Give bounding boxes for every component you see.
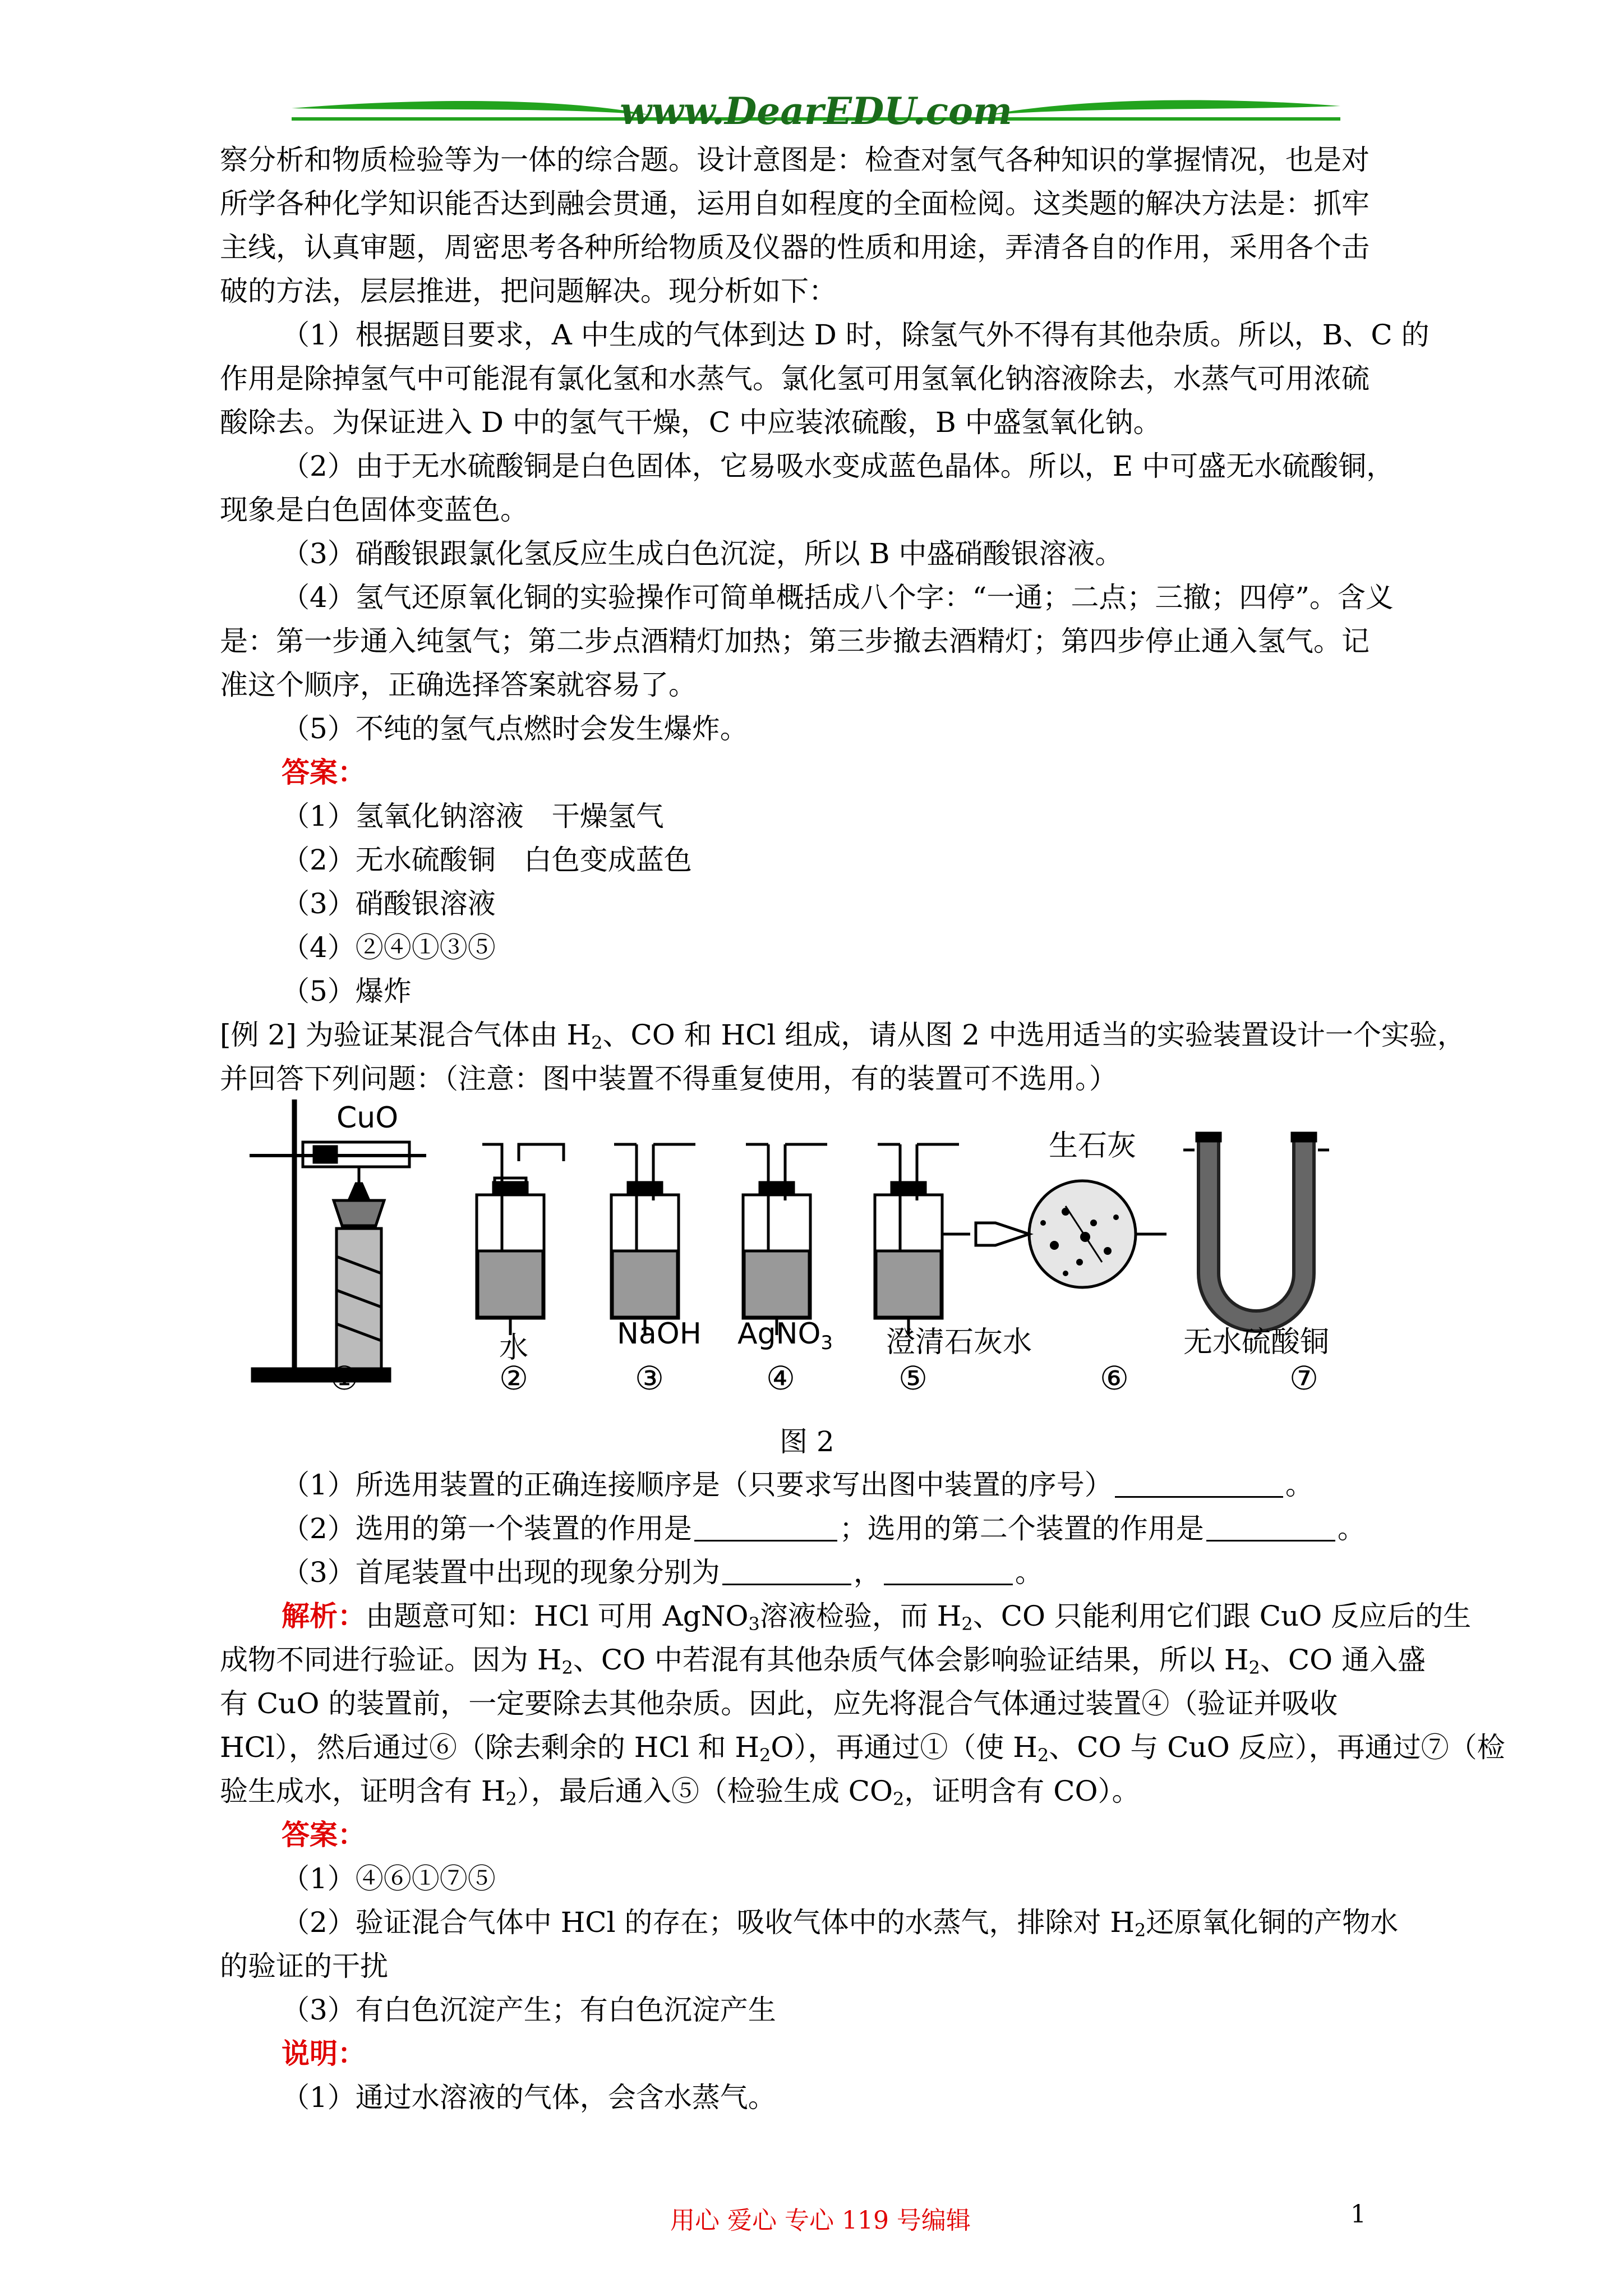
note-label: 说明：	[282, 2037, 366, 2070]
apparatus-7-u-tube	[1183, 1133, 1329, 1321]
answer1-2: （2）无水硫酸铜 白色变成蓝色	[282, 844, 692, 876]
analysis-line-5: 验生成水，证明含有 $H_2$），最后通入⑤（检验生成 $CO_2$，证明含有 CO）。	[220, 1775, 1140, 1810]
apparatus-number-1: ①	[330, 1359, 359, 1397]
apparatus-number-6: ⑥	[1100, 1359, 1129, 1397]
apparatus-6-quicklime-tube	[942, 1181, 1166, 1287]
intro-line-4: 破的方法，层层推进，把问题解决。现分析如下：	[220, 275, 837, 307]
header-swoosh-right	[987, 100, 1340, 115]
answer-blank-2b[interactable]	[1206, 1512, 1335, 1542]
answer-label-1: 答案：	[282, 756, 366, 789]
apparatus-4-agno3-bottle	[743, 1144, 827, 1335]
analysis1-line-3: 酸除去。为保证进入 D 中的氢气干燥，C 中应装浓硫酸，B 中盛氢氧化钠。	[220, 406, 1161, 439]
answer2-1: （1）④⑥①⑦⑤	[282, 1862, 496, 1895]
analysis1-line-2: 作用是除掉氢气中可能混有氯化氢和水蒸气。氯化氢可用氢氧化钠溶液除去，水蒸气可用浓硫	[220, 362, 1370, 395]
answer1-4: （4）②④①③⑤	[282, 931, 496, 964]
header-swoosh-left	[292, 101, 651, 115]
example2-line-1: [例 2] 为验证某混合气体由 $H_2$、CO 和 HCl 组成，请从图 2 中选用适当的实验装置设计一个实验，	[220, 1019, 1465, 1053]
analysis-line-2: 成物不同进行验证。因为 $H_2$、CO 中若混有其他杂质气体会影响验证结果，所以 $H_2$、CO 通入盛	[220, 1644, 1426, 1678]
answer-blank-2a[interactable]	[694, 1512, 837, 1542]
label-agno3: AgNO3	[737, 1317, 833, 1354]
analysis2-line-2: 现象是白色固体变蓝色。	[220, 494, 528, 526]
answer-blank-3a[interactable]	[722, 1556, 851, 1585]
analysis-line-3: 有 CuO 的装置前，一定要除去其他杂质。因此，应先将混合气体通过装置④（验证并吸收	[220, 1687, 1338, 1720]
figure-caption: 图 2	[780, 1425, 834, 1458]
answer-blank-1[interactable]	[1115, 1468, 1283, 1498]
analysis5-line: （5）不纯的氢气点燃时会发生爆炸。	[282, 712, 748, 745]
apparatus-1-cuo-tube	[250, 1099, 426, 1381]
answer2-2-cont: 的验证的干扰	[220, 1950, 388, 1982]
analysis-line-4: HCl），然后通过⑥（除去剩余的 HCl 和 $H_2O$），再通过①（使 $H_2$、CO 与 CuO 反应），再通过⑦（检	[220, 1731, 1505, 1766]
answer-label-2: 答案：	[282, 1818, 366, 1851]
label-water: 水	[499, 1331, 529, 1365]
label-anhydrous-cuso4: 无水硫酸铜	[1183, 1326, 1330, 1359]
site-header-banner	[292, 93, 1340, 143]
apparatus-number-5: ⑤	[898, 1359, 928, 1397]
analysis2-line-1: （2）由于无水硫酸铜是白色固体，它易吸水变成蓝色晶体。所以，E 中可盛无水硫酸铜，	[282, 450, 1395, 482]
apparatus-number-7: ⑦	[1289, 1359, 1318, 1397]
answer2-2: （2）验证混合气体中 HCl 的存在；吸收气体中的水蒸气，排除对 $H_2$还原氧化铜的产物水	[282, 1906, 1399, 1941]
question-3: （3）首尾装置中出现的现象分别为 ， 。	[282, 1556, 1043, 1589]
page-footer: 用心 爱心 专心 119 号编辑	[670, 2206, 971, 2235]
answer2-3: （3）有白色沉淀产生；有白色沉淀产生	[282, 1994, 776, 2026]
intro-line-1: 察分析和物质检验等为一体的综合题。设计意图是：检查对氢气各种知识的掌握情况，也是对	[220, 144, 1370, 176]
analysis4-line-1: （4）氢气还原氧化铜的实验操作可简单概括成八个字：“一通；二点；三撤；四停”。含义	[282, 581, 1394, 614]
answer-blank-3b[interactable]	[884, 1556, 1013, 1585]
note-1: （1）通过水溶液的气体，会含水蒸气。	[282, 2081, 776, 2114]
label-naoh: NaOH	[617, 1317, 702, 1351]
question-1: （1）所选用装置的正确连接顺序是（只要求写出图中装置的序号） 。	[282, 1469, 1313, 1501]
page-number: 1	[1350, 2200, 1366, 2229]
intro-line-2: 所学各种化学知识能否达到融会贯通，运用自如程度的全面检阅。这类题的解决方法是：抓牢	[220, 187, 1370, 220]
analysis4-line-2: 是：第一步通入纯氢气；第二步点酒精灯加热；第三步撤去酒精灯；第四步停止通入氢气。记	[220, 625, 1370, 657]
apparatus-number-2: ②	[499, 1359, 528, 1397]
analysis1-line-1: （1）根据题目要求，A 中生成的气体到达 D 时，除氢气外不得有其他杂质。所以，B、C 的	[282, 319, 1430, 351]
question-2: （2）选用的第一个装置的作用是 ；选用的第二个装置的作用是 。	[282, 1512, 1366, 1545]
analysis4-line-3: 准这个顺序，正确选择答案就容易了。	[220, 669, 697, 701]
label-cuo: CuO	[336, 1101, 399, 1135]
intro-line-3: 主线，认真审题，周密思考各种所给物质及仪器的性质和用途，弄清各自的作用，采用各个击	[220, 231, 1370, 264]
analysis-line-1: 解析：由题意可知：HCl 可用 AgNO$_3$溶液检验，而 $H_2$、CO 只能利用它们跟 CuO 反应后的生	[282, 1599, 1472, 1635]
apparatus-2-water-bottle	[477, 1144, 564, 1335]
apparatus-3-naoh-bottle	[611, 1144, 695, 1335]
analysis-label: 解析：	[282, 1599, 366, 1632]
example2-line-2: 并回答下列问题：（注意：图中装置不得重复使用，有的装置可不选用。）	[220, 1062, 1117, 1095]
label-quicklime: 生石灰	[1049, 1129, 1137, 1163]
analysis3-line: （3）硝酸银跟氯化氢反应生成白色沉淀，所以 B 中盛硝酸银溶液。	[282, 537, 1123, 570]
answer1-5: （5）爆炸	[282, 975, 412, 1007]
label-limewater: 澄清石灰水	[886, 1326, 1032, 1359]
answer1-3: （3）硝酸银溶液	[282, 887, 496, 920]
apparatus-number-3: ③	[635, 1359, 664, 1397]
apparatus-number-4: ④	[766, 1359, 795, 1397]
apparatus-5-limewater-bottle	[875, 1144, 959, 1335]
site-url: www.DearEDU.com	[620, 93, 1012, 133]
answer1-1: （1）氢氧化钠溶液 干燥氢气	[282, 800, 664, 832]
